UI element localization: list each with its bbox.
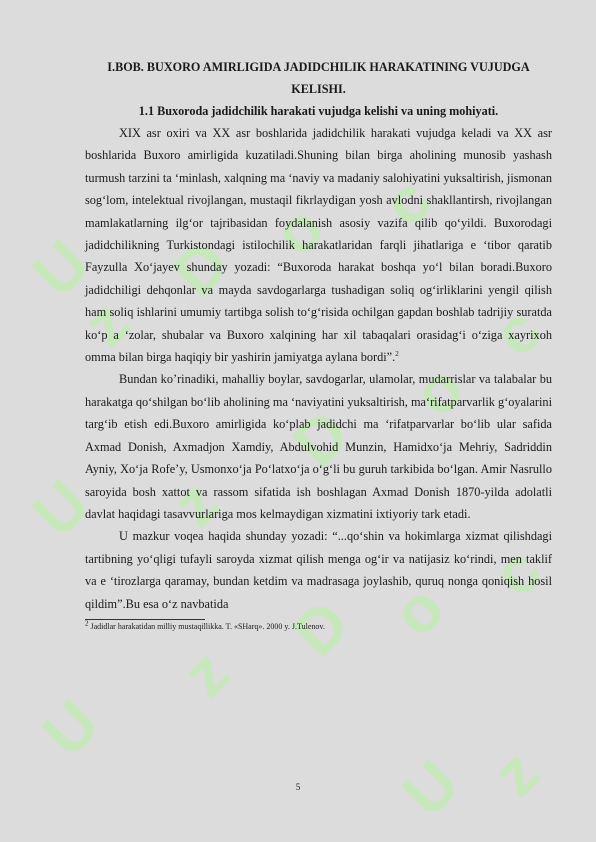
- footnote: [85, 619, 552, 632]
- footnote-divider: [85, 619, 205, 620]
- page-content: [85, 56, 552, 632]
- svg-text:U: U: [388, 746, 473, 830]
- svg-text:o: o: [258, 191, 338, 270]
- svg-text:z: z: [158, 466, 233, 540]
- svg-text:o: o: [398, 351, 478, 430]
- footnote-number: 2: [85, 619, 89, 628]
- svg-text:z: z: [168, 636, 243, 710]
- svg-text:z: z: [478, 736, 553, 810]
- paragraph-2: Bundan ko’rinadiki, mahalliy boylar, savdogarlar, ulamolar, mudarrislar va talabalar bu harakatga qo‘shilgan bo‘lib aholining ma ‘naviyatini yuksaltirish, ma‘rifatparvarlik g‘oyalarini targ‘ib etish edi.Buxoro amirligida ko‘plab jadidchi ma ‘rifatparvarlar bo‘lib ular safida Axmad Donish, Axmadjon Xamdiy, Abdulvohid Munzin, Hamidxo‘ja Mehriy, Sadriddin Ayniy, Xo‘ja Rofe’y, Usmonxo‘ja Po‘latxo‘ja o‘g‘li bu guruh tarkibida bo‘lgan. Amir Nasrullo saroyida bosh xattot va rassom sifatida ish boshlagan Axmad Donish 1870-yilda adolatli davlat haqidagi tasavvurlariga mos kelmaydigan xizmatini ixtiyoriy tark etadi.: [85, 372, 552, 521]
- footnote-text: Jadidlar harakatidan milliy mustaqillikka. T. «SHarq». 2000 y. J.Tulenov.: [88, 621, 325, 631]
- svg-text:D: D: [278, 396, 363, 480]
- svg-text:U: U: [18, 466, 103, 550]
- chapter-title: I.BOB. BUXORO AMIRLIGIDA JADIDCHILIK HARAKATINING VUJUDGA KELISHI.: [107, 60, 530, 96]
- paragraph-1-text: XIX asr oxiri va XX asr boshlarida jadidchilik harakati vujudga keladi va XX asr boshlarida Buxoro amirligida kuzatiladi.Shuning bilan birga aholining munosib yashash turmush tarzini ta ‘minlash, xalqning ma ‘naviy va madaniy salohiyatini yuksaltirish, jismonan sog‘lom, intelektual rivojlangan, mustaqil fikrlaydigan yosh avlodni shakllantirsh, rivojlangan mamlakatlarning ilg‘or tajribasidan foydalanish asosiy vazifa qilib qo‘yildi. Buxorodagi jadidchilikning Turkistondagi istilochilik harakatlaridan farqli jihatlariga e ‘tibor qaratib Fayzulla Xo‘jayev shunday yozadi: “Buxoroda harakat boshqa yo‘l bilan boradi.Buxoro jadidchiligi dehqonlar va mayda savdogarlarga tushadigan soliq og‘irliklarini yengil qilish ham soliq ishlarini umumiy tartibga solish to‘g‘risida ochilgan gapdan boshlab tadrijiy suratda ko‘p a ‘zolar, shubalar va Buxoro xalqining har xil tabaqalari orasidag‘i o‘ziga xayrixoh omma bilan birga haqiqiy bir yashirin jamiyatga aylana bordi”.: [85, 126, 552, 365]
- svg-text:c: c: [368, 163, 446, 240]
- svg-text:c: c: [478, 533, 556, 610]
- svg-text:U: U: [28, 686, 113, 770]
- svg-text:D: D: [158, 226, 243, 310]
- section-title: 1.1 Buxoroda jadidchilik harakati vujudga kelishi va uning mohiyati.: [138, 104, 499, 118]
- svg-text:o: o: [378, 571, 458, 650]
- paragraph-1: [85, 122, 552, 368]
- svg-text:z: z: [68, 286, 143, 360]
- footnote-reference[interactable]: 2: [395, 349, 399, 358]
- svg-text:c: c: [478, 293, 556, 370]
- svg-text:U: U: [18, 226, 103, 310]
- paragraph-3: U mazkur voqea haqida shunday yozadi: “...qo‘shin va hokimlarga xizmat qilishdagi tartibning yo‘qligi tufayli saroyda xizmat qilish menga og‘ir va natijasiz ko‘rindi, men taklif va e ‘tirozlarga qaramay, bundan ketdim va madrasaga joylashib, quruq nonga qoniqish hosil qildim”.Bu esa o‘z navbatida: [85, 529, 552, 611]
- page-number: 5: [295, 782, 301, 792]
- svg-text:D: D: [278, 586, 363, 670]
